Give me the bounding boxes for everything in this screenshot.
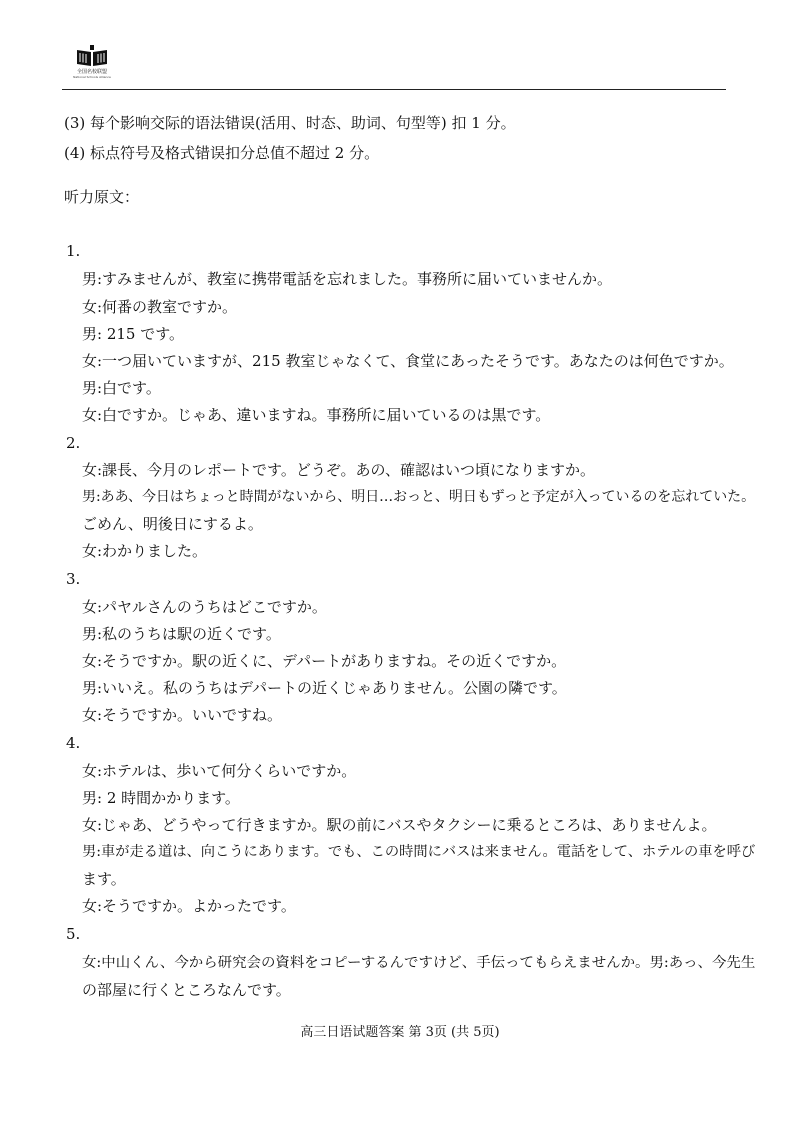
grading-rule: (4) 标点符号及格式错误扣分总值不超过 2 分。 bbox=[64, 144, 380, 162]
dialogue-line: ごめん、明後日にするよ。 bbox=[82, 515, 263, 533]
dialogue-line: 女:課長、今月のレポートです。どうぞ。あの、確認はいつ頃になりますか。 bbox=[82, 461, 595, 479]
school-alliance-logo bbox=[62, 44, 122, 79]
dialogue-line: 女:パヤルさんのうちはどこですか。 bbox=[82, 598, 327, 616]
dialogue-line: 男:車が走る道は、向こうにあります。でも、この時間にバスは来ません。電話をして、ホテルの車を呼び bbox=[82, 844, 756, 860]
book-icon bbox=[75, 44, 109, 68]
dialogue-line: 女:中山くん、今から研究会の資料をコピーするんですけど、手伝ってもらえませんか。男:あっ、今先生 bbox=[82, 955, 756, 971]
dialogue-line: 男: 2 時間かかります。 bbox=[82, 789, 240, 807]
dialogue-line: 男: 215 です。 bbox=[82, 325, 185, 343]
dialogue-line: 男:いいえ。私のうちはデパートの近くじゃありません。公園の隣です。 bbox=[82, 679, 567, 697]
item-number: 4. bbox=[66, 734, 81, 752]
dialogue-line: の部屋に行くところなんです。 bbox=[82, 981, 291, 999]
dialogue-line: 女:ホテルは、歩いて何分くらいですか。 bbox=[82, 762, 357, 780]
dialogue-line: 女:そうですか。いいですね。 bbox=[82, 706, 283, 724]
page-footer: 高三日语试题答案 第 3页 (共 5页) bbox=[300, 1025, 500, 1040]
dialogue-line: 女:そうですか。よかったです。 bbox=[82, 897, 296, 915]
dialogue-line: 女:わかりました。 bbox=[82, 542, 208, 560]
logo-text: 全国名校联盟 bbox=[76, 69, 107, 75]
dialogue-line: 女:じゃあ、どうやって行きますか。駅の前にバスやタクシーに乗るところは、ありませんよ。 bbox=[82, 816, 717, 834]
item-number: 5. bbox=[66, 925, 81, 943]
dialogue-line: ます。 bbox=[82, 870, 126, 888]
dialogue-line: 男:ああ、今日はちょっと時間がないから、明日…おっと、明日もずっと予定が入っているのを忘れていた。 bbox=[82, 489, 756, 505]
dialogue-line: 男:すみませんが、教室に携帯電話を忘れました。事務所に届いていませんか。 bbox=[82, 270, 613, 288]
dialogue-line: 女:一つ届いていますが、215 教室じゃなくて、食堂にあったそうです。あなたのは何色ですか。 bbox=[82, 352, 734, 370]
header-divider bbox=[62, 89, 726, 90]
item-number: 2. bbox=[66, 434, 81, 452]
item-number: 1. bbox=[66, 242, 81, 260]
dialogue-line: 女:何番の教室ですか。 bbox=[82, 298, 238, 316]
dialogue-line: 男:白です。 bbox=[82, 379, 161, 397]
logo-subtitle: National Schools Alliance bbox=[73, 75, 111, 79]
dialogue-line: 男:私のうちは駅の近くです。 bbox=[82, 625, 281, 643]
dialogue-line: 女:そうですか。駅の近くに、デパートがありますね。その近くですか。 bbox=[82, 652, 567, 670]
section-heading: 听力原文： bbox=[64, 188, 140, 206]
dialogue-line: 女:白ですか。じゃあ、違いますね。事務所に届いているのは黒です。 bbox=[82, 406, 551, 424]
grading-rule: (3) 每个影响交际的语法错误(活用、时态、助词、句型等) 扣 1 分。 bbox=[64, 114, 516, 132]
item-number: 3. bbox=[66, 570, 81, 588]
